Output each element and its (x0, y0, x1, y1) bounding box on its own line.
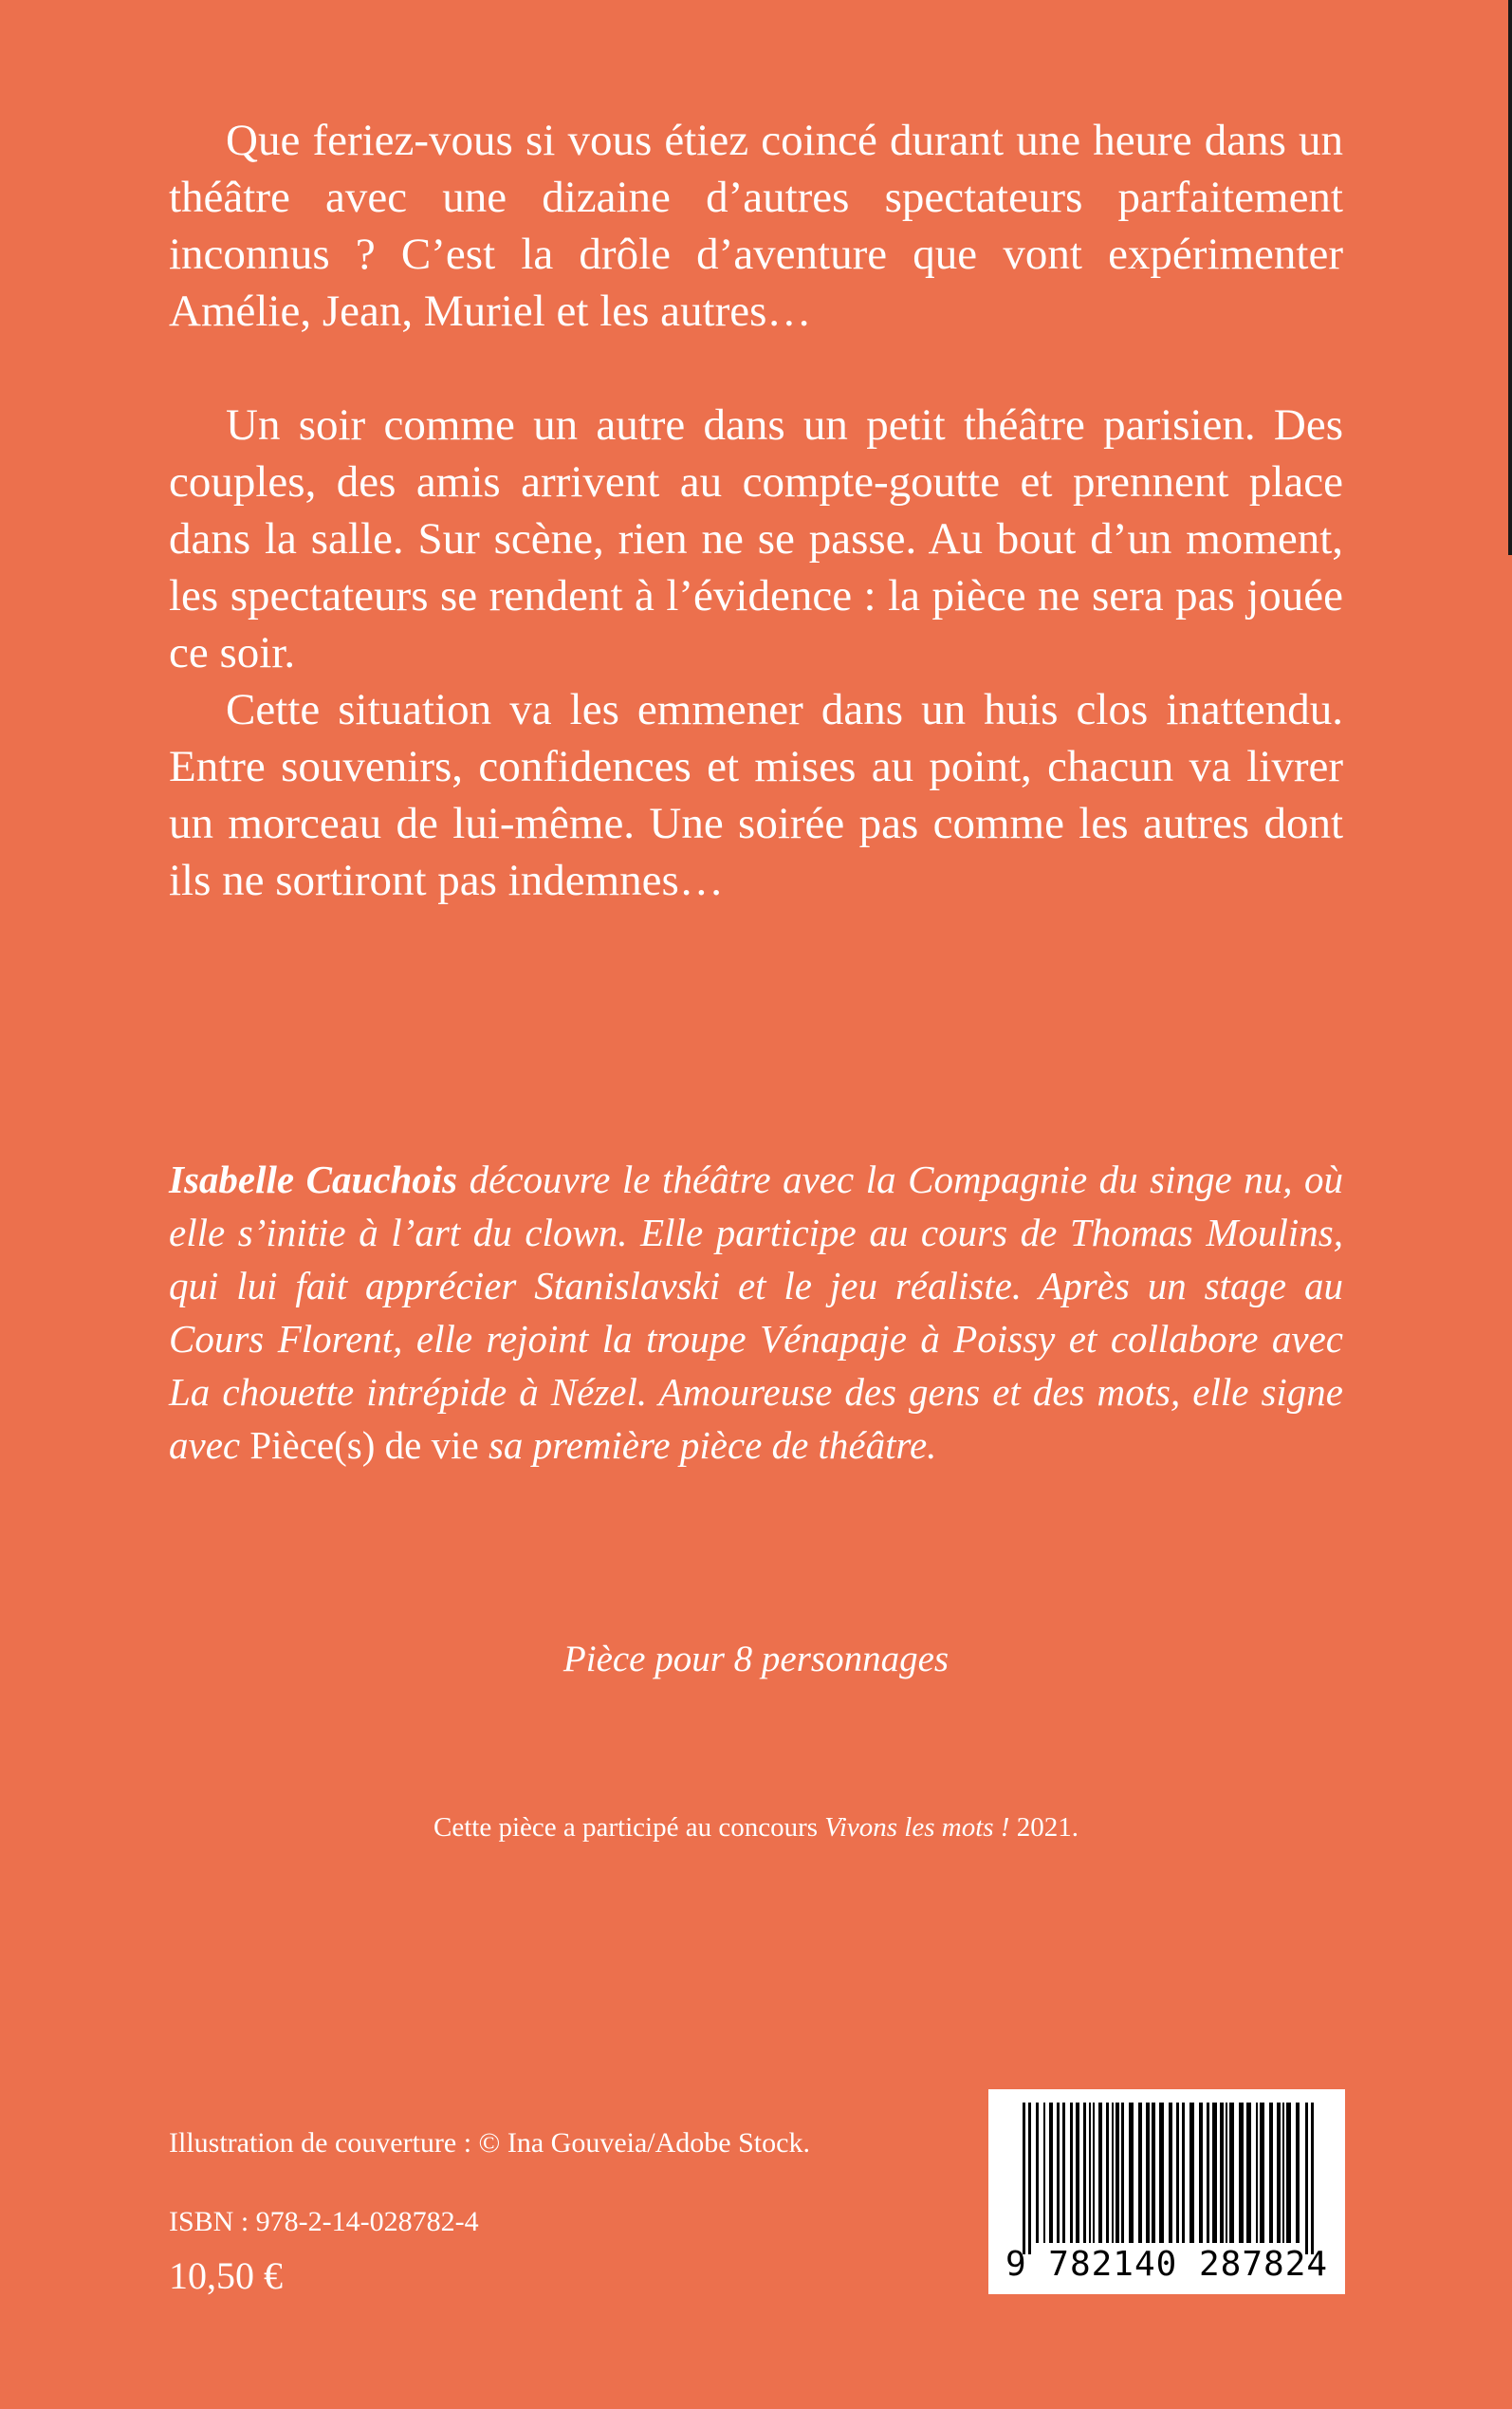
barcode-bar (1159, 2103, 1164, 2243)
barcode-bar (1199, 2103, 1203, 2243)
author-name: Isabelle Cauchois (169, 1158, 458, 1201)
summary-paragraph-2: Un soir comme un autre dans un petit théâtre parisien. Des couples, des amis arrivent au compte-goutte et prennent place dans la salle. Sur scène, rien ne se passe. Au bout d’un moment, les spectateurs se rendent à l’évidence : la pièce ne sera pas jouée ce soir. (169, 400, 1343, 677)
barcode (988, 2089, 1345, 2294)
barcode-bar (1093, 2103, 1095, 2243)
barcode-bar (1028, 2103, 1031, 2254)
barcode-bar (1076, 2103, 1079, 2243)
barcode-bar (1106, 2103, 1109, 2243)
contest-title: Vivons les mots ! (824, 1812, 1010, 1843)
barcode-bar (1116, 2103, 1119, 2243)
barcode-bar (1089, 2103, 1091, 2243)
barcode-bar (1112, 2103, 1114, 2243)
barcode-bar (1036, 2103, 1039, 2243)
spine-edge-line (1508, 0, 1512, 555)
summary-paragraph-3: Cette situation va les emmener dans un huis clos inattendu. Entre souvenirs, confidences et mises au point, chacun va livrer un morceau de lui-même. Une soirée pas comme les autres dont ils ne sortiront pas indemnes… (169, 685, 1343, 905)
summary-paragraph-1: Que feriez-vous si vous étiez coincé durant une heure dans un théâtre avec une dizaine d’autres spectateurs parfaitement inconnus ? C’est la drôle d’aventure que vont expérimenter Amélie, Jean, Muriel et les autres… (169, 116, 1343, 336)
barcode-bar (1286, 2103, 1291, 2243)
author-bio (169, 1153, 1343, 1472)
barcode-bar (1296, 2103, 1300, 2243)
author-bio-text-end: sa première pièce de théâtre. (478, 1423, 937, 1467)
barcode-bar (1311, 2103, 1314, 2254)
play-title: Pièce(s) de vie (249, 1423, 479, 1467)
barcode-bar (1176, 2103, 1179, 2243)
barcode-bar (1182, 2103, 1185, 2243)
barcode-bar (1121, 2103, 1124, 2243)
barcode-bar (1049, 2103, 1053, 2243)
barcode-bar (1226, 2103, 1227, 2243)
contest-text: Cette pièce a participé au concours (433, 1812, 825, 1843)
barcode-bar (1057, 2103, 1060, 2243)
barcode-bar (1083, 2103, 1086, 2243)
barcode-bar (1169, 2103, 1172, 2243)
barcode-bar (1277, 2103, 1281, 2243)
barcode-bar (1146, 2103, 1150, 2243)
author-bio-text: découvre le théâtre avec la Compagnie du singe nu, où elle s’initie à l’art du clown. Elle participe au cours de Thomas Moulins, qui lui fait apprécier Stanislavski et le jeu réaliste. Après un stage au Cours Florent, elle rejoint la troupe Vénapaje à Poissy et collabore avec La chouette intrépide à Nézel. Amoureuse des gens et des mots, elle signe avec (169, 1158, 1344, 1467)
barcode-bar (1129, 2103, 1134, 2243)
barcode-bar (1098, 2103, 1102, 2243)
barcode-bar (1207, 2103, 1209, 2243)
barcode-bar (1246, 2103, 1251, 2243)
barcode-bar (1239, 2103, 1244, 2243)
barcode-bar (1070, 2103, 1073, 2243)
barcode-bar (1269, 2103, 1273, 2243)
barcode-bar (1023, 2103, 1025, 2254)
isbn: ISBN : 978-2-14-028782-4 (169, 2206, 479, 2237)
price: 10,50 € (169, 2254, 283, 2297)
barcode-bar (1256, 2103, 1258, 2243)
contest-year: 2021. (1009, 1812, 1079, 1843)
cover-credit: Illustration de couverture : © Ina Gouveia/Adobe Stock. (169, 2127, 810, 2159)
barcode-bar (1220, 2103, 1224, 2243)
barcode-bar (1305, 2103, 1308, 2254)
barcode-bar (1189, 2103, 1194, 2243)
barcode-bar (1282, 2103, 1284, 2243)
barcode-bar (1062, 2103, 1065, 2243)
barcode-bar (1229, 2103, 1234, 2243)
barcode-digits: 9 782140 287824 (1005, 2245, 1329, 2284)
cast-note: Pièce pour 8 personnages (562, 1639, 950, 1679)
barcode-bar (1152, 2103, 1155, 2243)
barcode-bar (1260, 2103, 1264, 2243)
barcode-bar (1043, 2103, 1045, 2243)
barcode-bar (1138, 2103, 1142, 2243)
contest-note (0, 1812, 1512, 1844)
barcode-bar (1212, 2103, 1217, 2243)
